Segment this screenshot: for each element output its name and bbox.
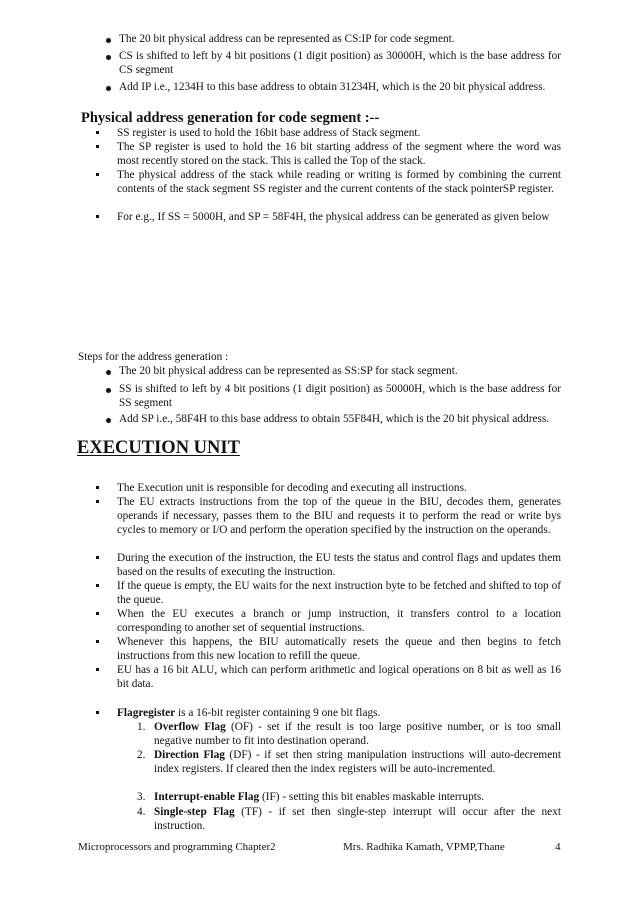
flag-desc: (OF) - set if the result is too large positive number, or is too small negative number to fit into destination operand. bbox=[154, 721, 561, 747]
flag-name: Interrupt-enable Flag bbox=[154, 791, 260, 803]
bullet-icon bbox=[96, 131, 99, 134]
stack-item-2: The SP register is used to hold the 16 bit starting address of the segment where the word was most recently stored on the stack. This is called the Top of the stack. bbox=[117, 141, 561, 167]
eu-heading: EXECUTION UNIT bbox=[77, 438, 240, 458]
flag-number: 1. bbox=[137, 721, 146, 733]
flag-desc: (TF) - if set then single-step interrupt will occur after the next instruction. bbox=[154, 806, 561, 832]
eu-item-1: The Execution unit is responsible for decoding and executing all instructions. bbox=[117, 482, 467, 494]
bullet-icon bbox=[106, 418, 111, 423]
steps-item-3: Add SP i.e., 58F4H to this base address to obtain 55F84H, which is the 20 bit physical address. bbox=[119, 413, 550, 425]
bullet-icon bbox=[106, 370, 111, 375]
flag-direction bbox=[154, 748, 561, 776]
stack-heading: Physical address generation for code segment :-- bbox=[81, 110, 380, 126]
flag-single-step bbox=[154, 805, 561, 833]
flag-register-desc: is a 16-bit register containing 9 one bit flags. bbox=[175, 707, 381, 719]
stack-item-4: For e.g., If SS = 5000H, and SP = 58F4H, the physical address can be generated as given below bbox=[117, 211, 550, 223]
flag-number: 2. bbox=[137, 749, 146, 761]
steps-intro: Steps for the address generation : bbox=[78, 351, 229, 363]
flag-name: Overflow Flag bbox=[154, 721, 226, 733]
eu-item-3: During the execution of the instruction, the EU tests the status and control flags and updates them based on the results of executing the instruction. bbox=[117, 552, 561, 578]
flag-desc: (IF) - setting this bit enables maskable interrupts. bbox=[259, 791, 485, 803]
stack-item-1: SS register is used to hold the 16bit base address of Stack segment. bbox=[117, 127, 421, 139]
flag-desc: (DF) - if set then string manipulation instructions will auto-decrement index registers. If cleared then the index registers will be auto-incremented. bbox=[154, 749, 561, 775]
bullet-icon bbox=[106, 55, 111, 60]
bullet-icon bbox=[96, 556, 99, 559]
bullet-icon bbox=[96, 486, 99, 489]
flag-number: 3. bbox=[137, 791, 146, 803]
flag-register-intro bbox=[117, 706, 561, 720]
bullet-icon bbox=[106, 86, 111, 91]
eu-item-2: The EU extracts instructions from the top of the queue in the BIU, decodes them, generates operands if necessary, passes them to the BIU and requests it to perform the read or write bys cycles to memory or I/O and perform the operation specified by the instruction on the operands. bbox=[117, 496, 561, 536]
stack-item-3: The physical address of the stack while reading or writing is formed by combining the current contents of the stack segment SS register and the current contents of the stack pointerSP register. bbox=[117, 169, 561, 195]
steps-item-1: The 20 bit physical address can be represented as SS:SP for stack segment. bbox=[119, 365, 458, 377]
bullet-icon bbox=[96, 145, 99, 148]
steps-item-2: SS is shifted to left by 4 bit positions (1 digit position) as 50000H, which is the base address for SS segment bbox=[119, 383, 561, 409]
flag-name: Direction Flag bbox=[154, 749, 225, 761]
eu-item-7: EU has a 16 bit ALU, which can perform arithmetic and logical operations on 8 bit as well as 16 bit data. bbox=[117, 664, 561, 690]
footer-author: Mrs. Radhika Kamath, VPMP,Thane bbox=[343, 841, 505, 853]
eu-item-4: If the queue is empty, the EU waits for the next instruction byte to be fetched and shifted to top of the queue. bbox=[117, 580, 561, 606]
eu-item-6: Whenever this happens, the BIU automatically resets the queue and then begins to fetch instructions from this new location to refill the queue. bbox=[117, 636, 561, 662]
cs-item-3: Add IP i.e., 1234H to this base address to obtain 31234H, which is the 20 bit physical address. bbox=[119, 81, 546, 93]
bullet-icon bbox=[96, 584, 99, 587]
cs-item-1: The 20 bit physical address can be represented as CS:IP for code segment. bbox=[119, 33, 455, 45]
bullet-icon bbox=[106, 38, 111, 43]
page-number: 4 bbox=[555, 841, 561, 853]
flag-register-term: Flagregister bbox=[117, 707, 176, 719]
bullet-icon bbox=[96, 640, 99, 643]
bullet-icon bbox=[96, 215, 99, 218]
bullet-icon bbox=[96, 500, 99, 503]
bullet-icon bbox=[96, 173, 99, 176]
flag-number: 4. bbox=[137, 806, 146, 818]
bullet-icon bbox=[96, 711, 99, 714]
eu-item-5: When the EU executes a branch or jump instruction, it transfers control to a location corresponding to another set of sequential instructions. bbox=[117, 608, 561, 634]
cs-item-2: CS is shifted to left by 4 bit positions (1 digit position) as 30000H, which is the base address for CS segment bbox=[119, 50, 561, 76]
bullet-icon bbox=[96, 612, 99, 615]
flag-interrupt-enable bbox=[154, 790, 561, 804]
flag-overflow bbox=[154, 720, 561, 748]
bullet-icon bbox=[96, 668, 99, 671]
footer-course: Microprocessors and programming Chapter2 bbox=[78, 841, 276, 853]
flag-name: Single-step Flag bbox=[154, 806, 235, 818]
bullet-icon bbox=[106, 388, 111, 393]
